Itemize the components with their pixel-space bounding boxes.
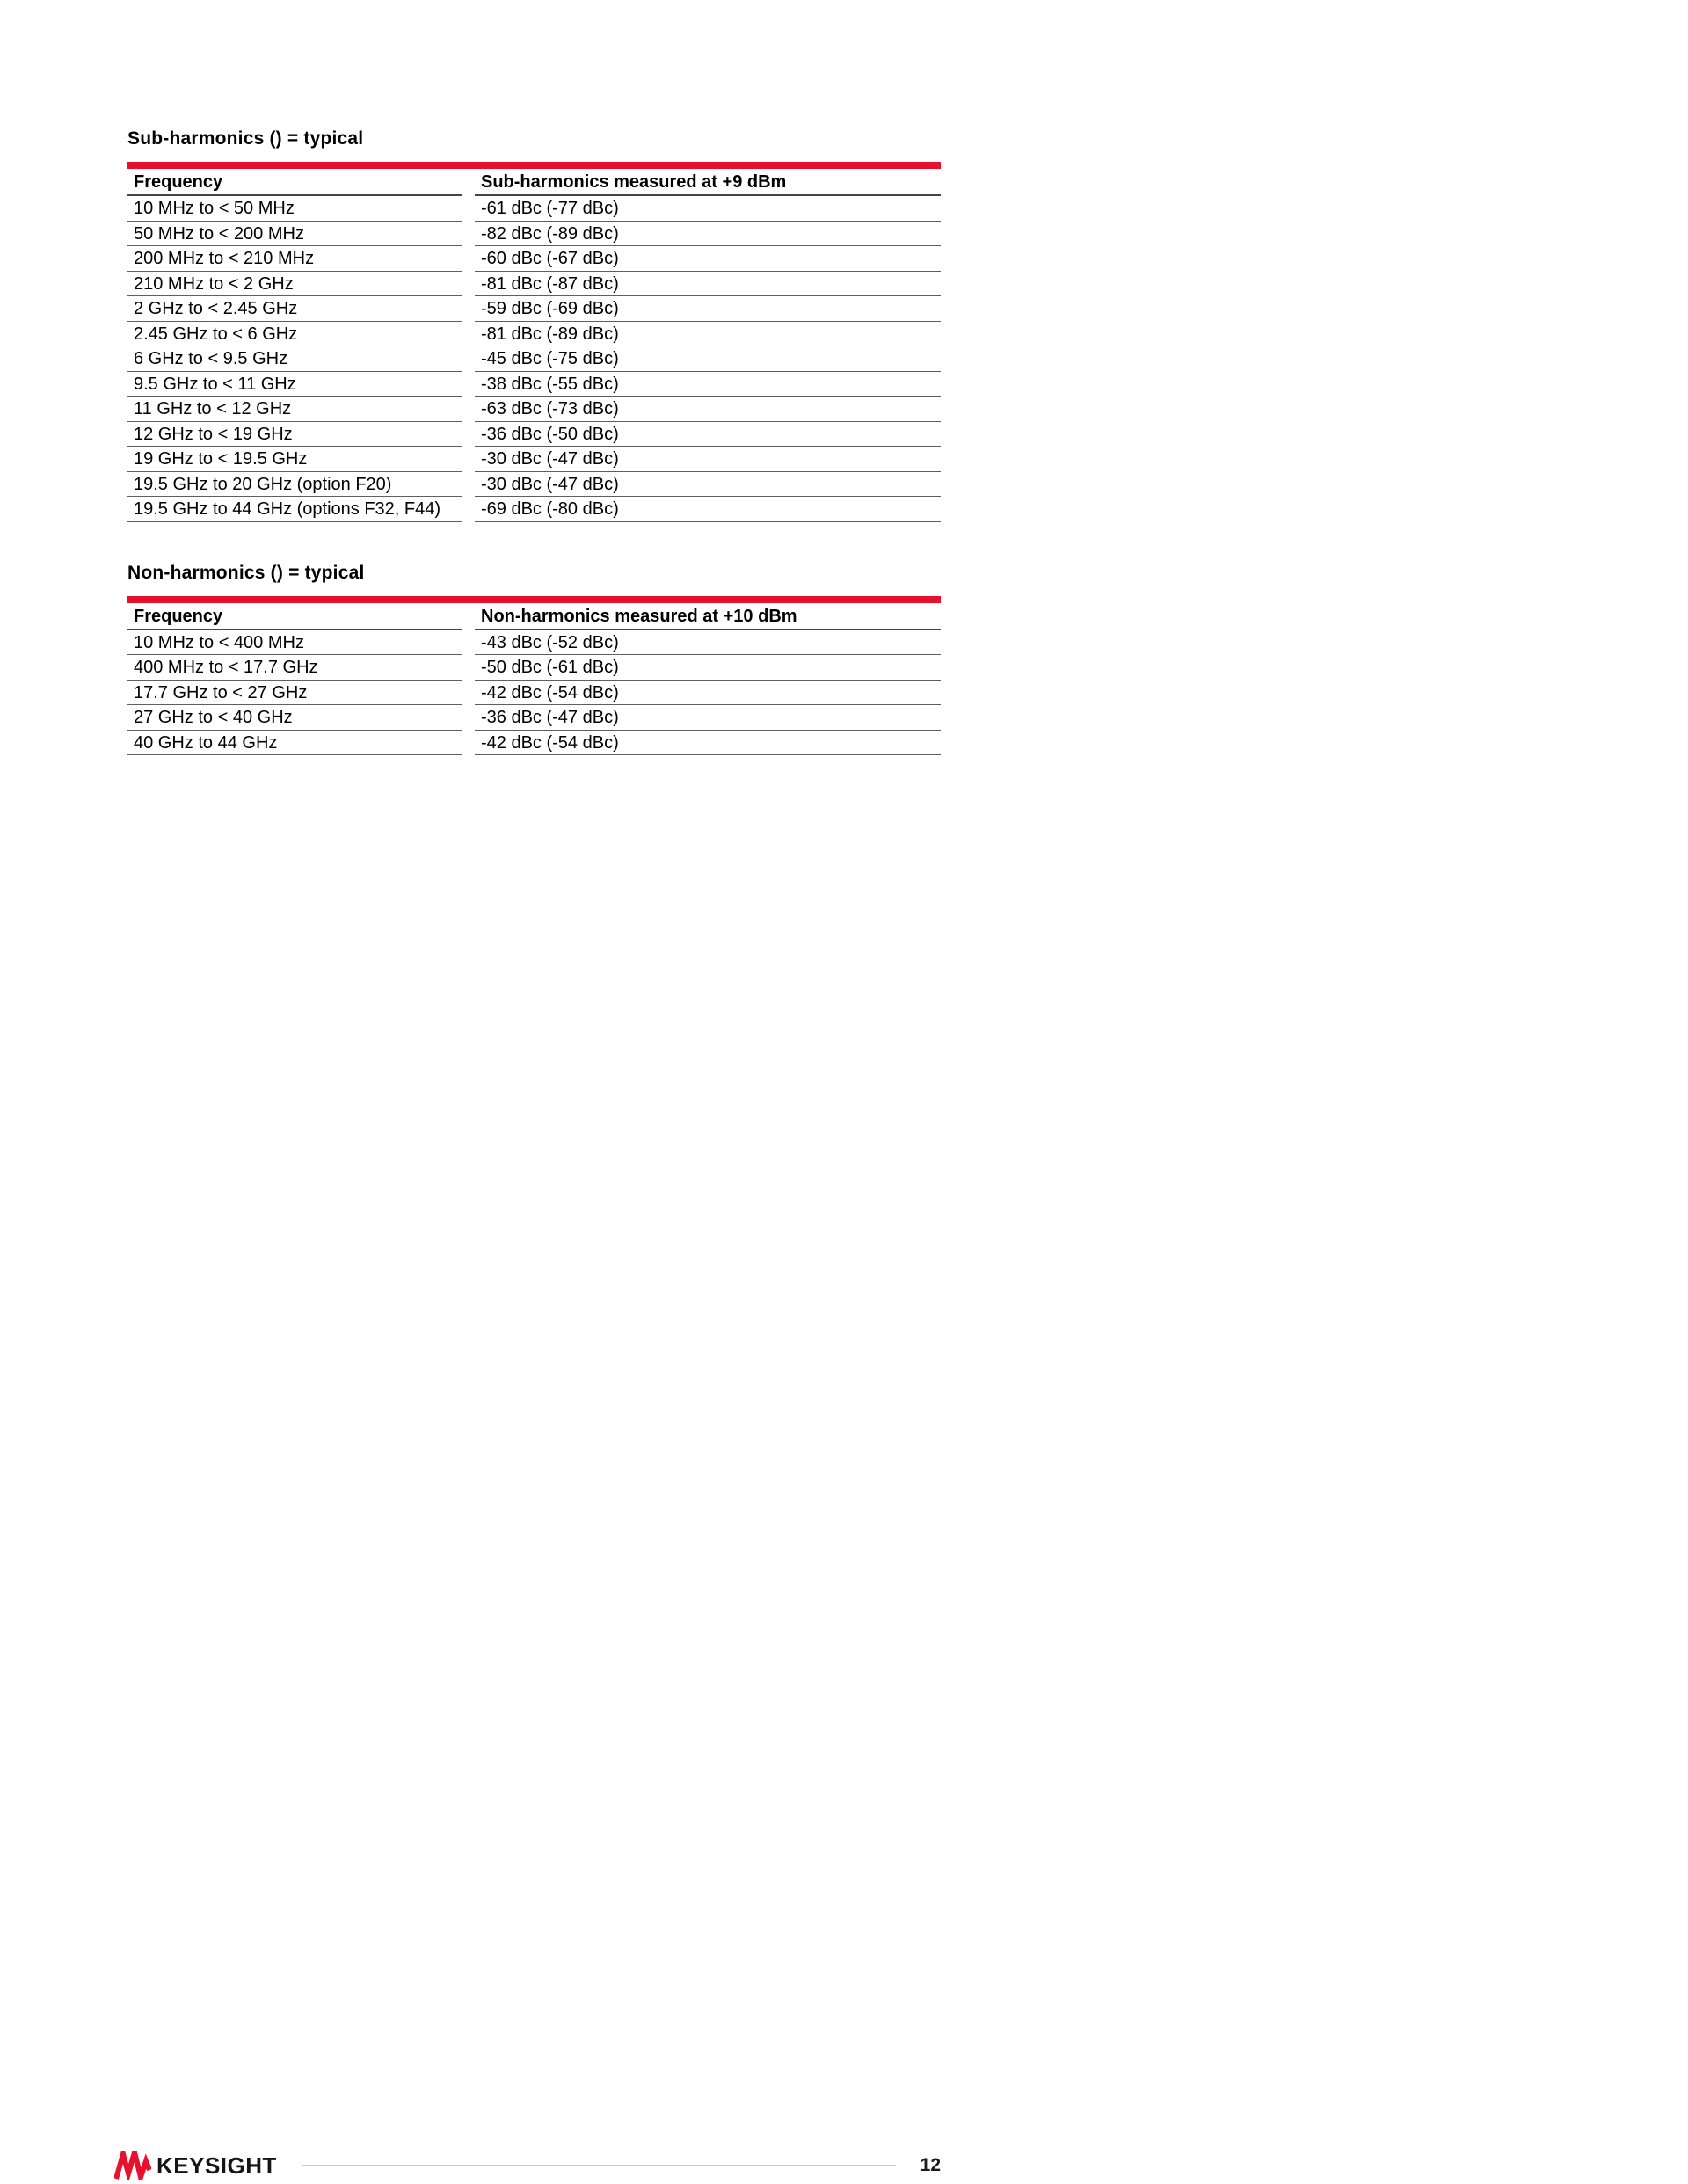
- frequency-cell: 6 GHz to < 9.5 GHz: [127, 346, 462, 372]
- subharmonics-table-title: Sub-harmonics () = typical: [127, 128, 364, 149]
- table-row: [127, 422, 941, 448]
- table-row: [127, 397, 941, 422]
- value-cell: -81 dBc (-87 dBc): [475, 272, 941, 297]
- value-cell: -36 dBc (-47 dBc): [475, 705, 941, 731]
- table-row: [127, 322, 941, 347]
- table-row: [127, 447, 941, 472]
- frequency-cell: 400 MHz to < 17.7 GHz: [127, 655, 462, 681]
- nonharmonics-table-body: [127, 630, 941, 756]
- frequency-cell: 10 MHz to < 400 MHz: [127, 630, 462, 656]
- frequency-cell: 17.7 GHz to < 27 GHz: [127, 681, 462, 706]
- table-row: [127, 272, 941, 297]
- value-cell: -82 dBc (-89 dBc): [475, 222, 941, 247]
- frequency-cell: 11 GHz to < 12 GHz: [127, 397, 462, 422]
- value-cell: -69 dBc (-80 dBc): [475, 497, 941, 522]
- frequency-cell: 200 MHz to < 210 MHz: [127, 246, 462, 272]
- column-header-frequency: Frequency: [127, 169, 462, 196]
- value-cell: -38 dBc (-55 dBc): [475, 372, 941, 397]
- nonharmonics-section: [127, 563, 941, 756]
- table-header-row: [127, 603, 941, 630]
- page-number: 12: [920, 2155, 941, 2175]
- table-row: [127, 655, 941, 681]
- value-cell: -50 dBc (-61 dBc): [475, 655, 941, 681]
- table-row: [127, 705, 941, 731]
- value-cell: -60 dBc (-67 dBc): [475, 246, 941, 272]
- table-row: [127, 222, 941, 247]
- frequency-cell: 10 MHz to < 50 MHz: [127, 196, 462, 222]
- value-cell: -81 dBc (-89 dBc): [475, 322, 941, 347]
- frequency-cell: 27 GHz to < 40 GHz: [127, 705, 462, 731]
- column-header-frequency: Frequency: [127, 603, 462, 630]
- frequency-cell: 2.45 GHz to < 6 GHz: [127, 322, 462, 347]
- table-accent-bar: [127, 162, 941, 169]
- table-header-row: [127, 169, 941, 196]
- subharmonics-section: [127, 128, 941, 522]
- frequency-cell: 50 MHz to < 200 MHz: [127, 222, 462, 247]
- frequency-cell: 19.5 GHz to 20 GHz (option F20): [127, 472, 462, 498]
- footer-divider-line: [302, 2165, 896, 2166]
- table-row: [127, 731, 941, 756]
- column-header-subharmonics-value: Sub-harmonics measured at +9 dBm: [475, 169, 941, 196]
- frequency-cell: 9.5 GHz to < 11 GHz: [127, 372, 462, 397]
- value-cell: -30 dBc (-47 dBc): [475, 472, 941, 498]
- frequency-cell: 12 GHz to < 19 GHz: [127, 422, 462, 448]
- keysight-logo: [114, 2151, 277, 2180]
- table-accent-bar: [127, 596, 941, 603]
- table-row: [127, 246, 941, 272]
- table-row: [127, 196, 941, 222]
- frequency-cell: 19 GHz to < 19.5 GHz: [127, 447, 462, 472]
- frequency-cell: 40 GHz to 44 GHz: [127, 731, 462, 756]
- keysight-logo-text: KEYSIGHT: [156, 2151, 277, 2179]
- subharmonics-table-body: [127, 196, 941, 522]
- nonharmonics-table-title: Non-harmonics () = typical: [127, 562, 365, 583]
- value-cell: -61 dBc (-77 dBc): [475, 196, 941, 222]
- value-cell: -36 dBc (-50 dBc): [475, 422, 941, 448]
- value-cell: -42 dBc (-54 dBc): [475, 731, 941, 756]
- value-cell: -43 dBc (-52 dBc): [475, 630, 941, 656]
- table-row: [127, 472, 941, 498]
- column-header-nonharmonics-value: Non-harmonics measured at +10 dBm: [475, 603, 941, 630]
- frequency-cell: 2 GHz to < 2.45 GHz: [127, 296, 462, 322]
- value-cell: -30 dBc (-47 dBc): [475, 447, 941, 472]
- table-row: [127, 497, 941, 522]
- table-row: [127, 681, 941, 706]
- keysight-spark-icon: [114, 2151, 151, 2180]
- value-cell: -42 dBc (-54 dBc): [475, 681, 941, 706]
- frequency-cell: 19.5 GHz to 44 GHz (options F32, F44): [127, 497, 462, 522]
- page-footer: [114, 2151, 941, 2180]
- table-row: [127, 630, 941, 656]
- table-row: [127, 346, 941, 372]
- value-cell: -45 dBc (-75 dBc): [475, 346, 941, 372]
- table-row: [127, 372, 941, 397]
- value-cell: -63 dBc (-73 dBc): [475, 397, 941, 422]
- page-content: [127, 0, 941, 755]
- value-cell: -59 dBc (-69 dBc): [475, 296, 941, 322]
- frequency-cell: 210 MHz to < 2 GHz: [127, 272, 462, 297]
- table-row: [127, 296, 941, 322]
